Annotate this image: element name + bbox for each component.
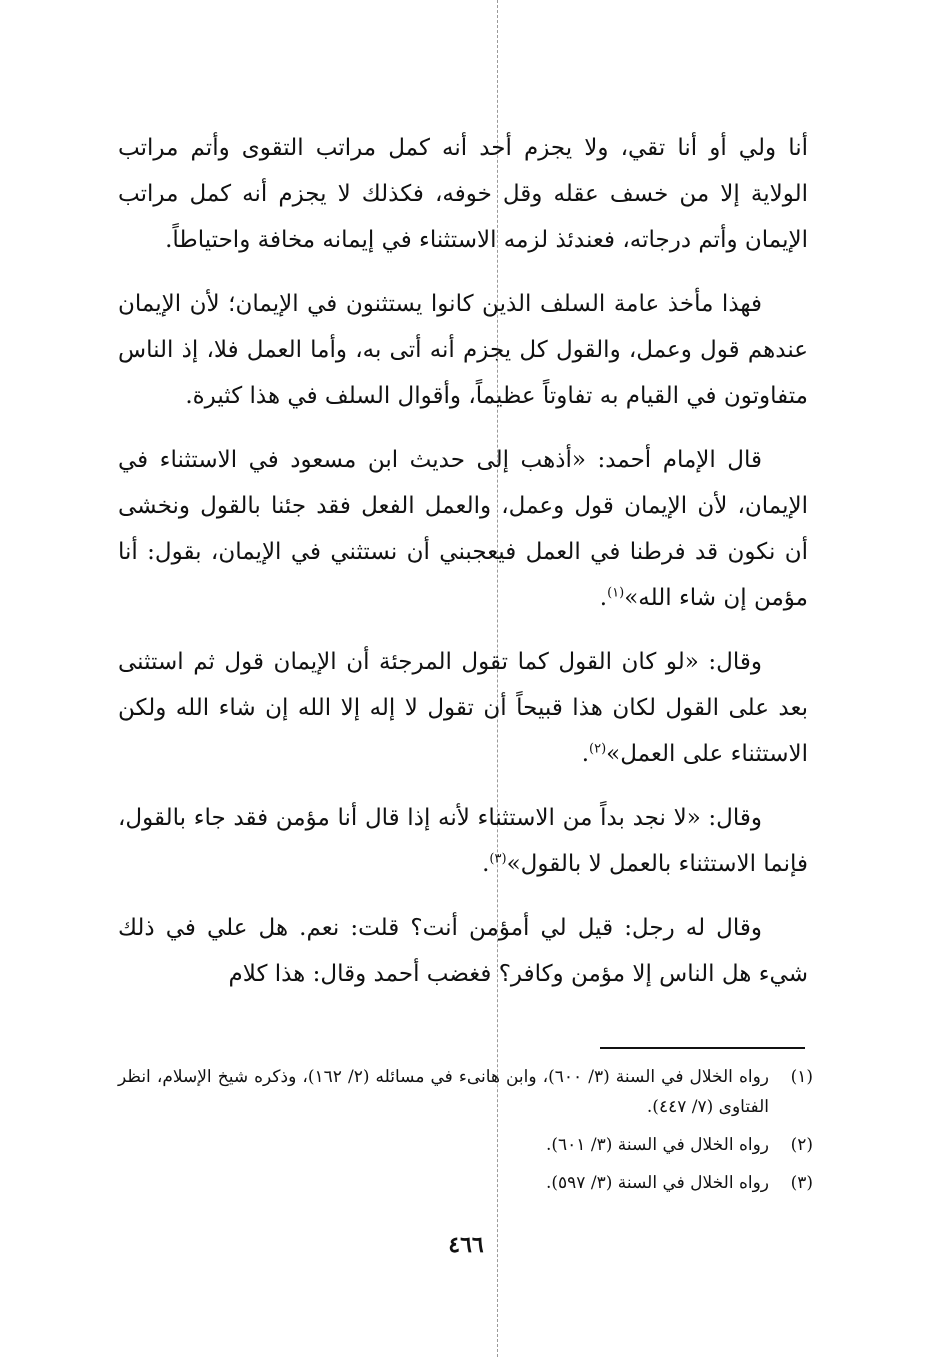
- footnote-number: (٢): [790, 1135, 813, 1155]
- paragraph: [118, 905, 808, 997]
- paragraph-end: .: [581, 741, 590, 767]
- footnote-separator: [600, 1047, 805, 1049]
- footnote-number: (٣): [790, 1173, 813, 1193]
- footnote-item: [118, 1168, 813, 1198]
- footnote-item: [118, 1130, 813, 1160]
- paragraph-text: فهذا مأخذ عامة السلف الذين كانوا يستثنون في الإيمان؛ لأن الإيمان عندهم قول وعمل، والقول كل يجزم أنه أتى به، وأما العمل فلا، إذ الناس متفاوتون في القيام به تفاوتاً عظيماً، وأقوال السلف في هذا كثيرة.: [118, 291, 808, 409]
- paragraph: [118, 437, 808, 621]
- paragraph: [118, 125, 808, 263]
- footnotes: [118, 1062, 813, 1206]
- footnote-reference: (٢): [589, 741, 607, 757]
- main-text: [118, 125, 808, 1015]
- paragraph: [118, 281, 808, 419]
- footnote-number: (١): [790, 1067, 813, 1087]
- paragraph: [118, 795, 808, 887]
- footnote-item: [118, 1062, 813, 1122]
- paragraph-text: وقال: «لا نجد بداً من الاستثناء لأنه إذا قال أنا مؤمن فقد جاء بالقول، فإنما الاستثناء بالعمل لا بالقول»: [118, 805, 808, 877]
- footnote-text: رواه الخلال في السنة (٣/ ٥٩٧).: [545, 1173, 769, 1193]
- paragraph-text: وقال: «لو كان القول كما تقول المرجئة أن الإيمان قول ثم استثنى بعد على القول لكان هذا قبيحاً أن تقول لا إله إلا الله إن شاء الله ولكن الاستثناء على العمل»: [118, 649, 808, 767]
- paragraph-text: قال الإمام أحمد: «أذهب إلى حديث ابن مسعود في الاستثناء في الإيمان، لأن الإيمان قول وعمل، والعمل الفعل فقد جئنا بالقول ونخشى أن نكون قد فرطنا في العمل فيعجبني أن نستثني في الإيمان، بقول: أنا مؤمن إن شاء الله»: [118, 447, 808, 611]
- paragraph: [118, 639, 808, 777]
- page-number: ٤٦٦: [448, 1232, 484, 1258]
- paragraph-text: وقال له رجل: قيل لي أمؤمن أنت؟ قلت: نعم. هل علي في ذلك شيء هل الناس إلا مؤمن وكافر؟ فغضب أحمد وقال: هذا كلام: [118, 915, 808, 987]
- paragraph-end: .: [599, 585, 608, 611]
- footnote-text: رواه الخلال في السنة (٣/ ٦٠٠)، وابن هانىء في مسائله (٢/ ١٦٢)، وذكره شيخ الإسلام، انظر الفتاوى (٧/ ٤٤٧).: [118, 1067, 769, 1117]
- paragraph-end: .: [482, 851, 490, 877]
- footnote-reference: (٣): [489, 851, 507, 867]
- footnote-reference: (١): [607, 585, 625, 601]
- footnote-text: رواه الخلال في السنة (٣/ ٦٠١).: [545, 1135, 769, 1155]
- paragraph-text: أنا ولي أو أنا تقي، ولا يجزم أحد أنه كمل مراتب التقوى وأتم مراتب الولاية إلا من خسف عقله وقل خوفه، فكذلك لا يجزم أنه كمل مراتب الإيمان وأتم درجاته، فعندئذ لزمه الاستثناء في إيمانه مخافة واحتياطاً.: [118, 135, 808, 253]
